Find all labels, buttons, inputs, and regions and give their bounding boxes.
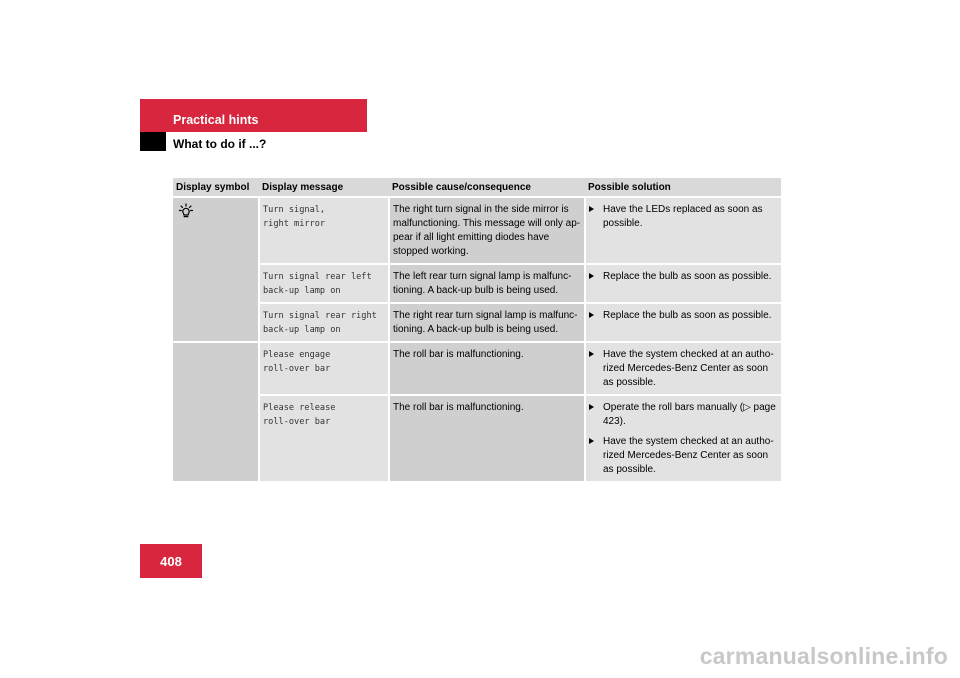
solution-cell xyxy=(585,264,781,303)
cause-cell: The roll bar is malfunctioning. xyxy=(389,395,585,481)
table-row xyxy=(173,197,781,264)
display-symbol-cell-empty xyxy=(173,342,259,481)
display-messages-table xyxy=(173,178,781,481)
cause-cell: The roll bar is malfunctioning. xyxy=(389,342,585,395)
solution-cell xyxy=(585,303,781,342)
cause-cell: The right rear turn signal lamp is malfunc-tioning. A back-up bulb is being used. xyxy=(389,303,585,342)
bullet-arrow-icon xyxy=(589,404,594,410)
display-message-cell: Turn signal rear left back-up lamp on xyxy=(259,264,389,303)
bullet-arrow-icon xyxy=(589,438,594,444)
display-message-cell: Please release roll-over bar xyxy=(259,395,389,481)
solution-item: Have the system checked at an autho-rized Mercedes-Benz Center as soon as possible. xyxy=(589,435,778,477)
solution-item: Have the system checked at an autho-rized Mercedes-Benz Center as soon as possible. xyxy=(589,348,778,390)
bullet-arrow-icon xyxy=(589,206,594,212)
display-message-cell: Turn signal, right mirror xyxy=(259,197,389,264)
solution-cell xyxy=(585,342,781,395)
column-header-possible-cause: Possible cause/consequence xyxy=(389,178,585,197)
cause-cell: The left rear turn signal lamp is malfunc-tioning. A back-up bulb is being used. xyxy=(389,264,585,303)
subsection-marker xyxy=(140,132,166,151)
solution-cell xyxy=(585,395,781,481)
section-title: Practical hints xyxy=(173,113,259,127)
column-header-display-symbol: Display symbol xyxy=(173,178,259,197)
solution-item: Replace the bulb as soon as possible. xyxy=(589,270,778,284)
cause-cell: The right turn signal in the side mirror is malfunctioning. This message will only ap-pear if all light emitting diodes have stopped working. xyxy=(389,197,585,264)
table-row xyxy=(173,303,781,342)
watermark-text: carmanualsonline.info xyxy=(699,643,948,669)
light-bulb-icon xyxy=(178,203,194,224)
solution-item: Have the LEDs replaced as soon as possible. xyxy=(589,203,778,231)
bullet-arrow-icon xyxy=(589,351,594,357)
table-header-row xyxy=(173,178,781,197)
column-header-display-message: Display message xyxy=(259,178,389,197)
bullet-arrow-icon xyxy=(589,273,594,279)
solution-cell xyxy=(585,197,781,264)
page-number: 408 xyxy=(140,544,202,578)
solution-item: Replace the bulb as soon as possible. xyxy=(589,309,778,323)
table-row xyxy=(173,342,781,395)
solution-item: Operate the roll bars manually (▷ page 423). xyxy=(589,401,778,429)
table-row xyxy=(173,395,781,481)
bullet-arrow-icon xyxy=(589,312,594,318)
column-header-possible-solution: Possible solution xyxy=(585,178,781,197)
table-row xyxy=(173,264,781,303)
display-message-cell: Please engage roll-over bar xyxy=(259,342,389,395)
display-symbol-cell xyxy=(173,197,259,342)
display-message-cell: Turn signal rear right back-up lamp on xyxy=(259,303,389,342)
section-subtitle: What to do if ...? xyxy=(173,137,267,151)
